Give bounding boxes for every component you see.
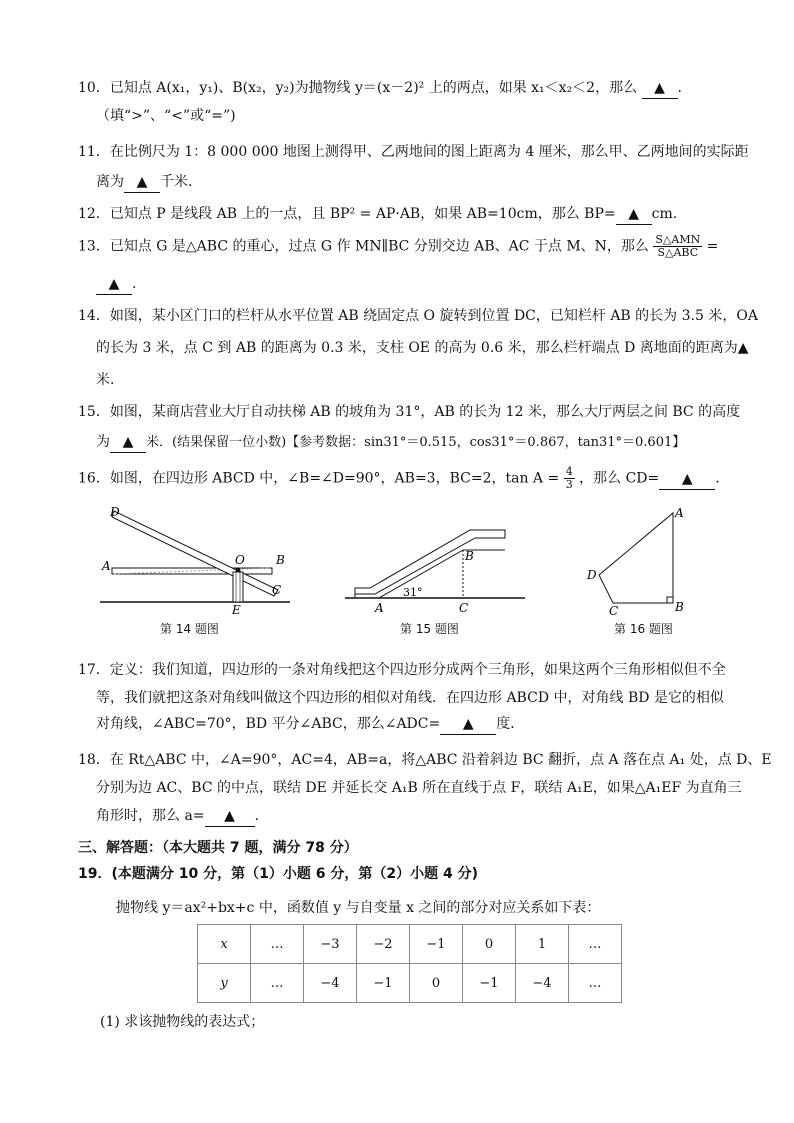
problem-11-text-b: 千米． [160, 174, 202, 190]
answer-blank-18: ▲ [205, 806, 255, 827]
fig15-label-angle: 31° [403, 586, 423, 599]
problem-15-text-b: 米．(结果保留一位小数)【参考数据：sin31°＝0.515，cos31°＝0.867，tan31°＝0.601】 [146, 435, 686, 450]
problem-10-line1: 10．已知点 A(x₁，y₁)、B(x₂，y₂)为抛物线 y＝(x－2)² 上的两点，如果 x₁＜x₂＜2，那么 ▲ . [78, 78, 682, 99]
problem-18-line2: 分别为边 AC、BC 的中点，联结 DE 并延长交 A₁B 所在直线于点 F，联结 A₁E，如果△A₁EF 为直角三 [96, 780, 742, 796]
problem-14-line3: 米． [96, 372, 124, 388]
section-3-title: 三、解答题：（本大题共 7 题，满分 78 分） [78, 840, 358, 856]
problem-18-line1: 18．在 Rt△ABC 中，∠A=90°，AC=4，AB=a，将△ABC 沿着斜边 BC 翻折，点 A 落在点 A₁ 处，点 D、E [78, 752, 772, 768]
fig15-label-a: A [375, 601, 384, 615]
table-row-x [198, 925, 622, 964]
table-cell: 0 [410, 964, 463, 1003]
table-cell: −4 [304, 964, 357, 1003]
answer-blank-12: ▲ [616, 204, 652, 225]
fig16-label-d: D [587, 568, 597, 582]
table-cell: … [569, 964, 622, 1003]
problem-13-text: 13．已知点 G 是△ABC 的重心，过点 G 作 MN∥BC 分别交边 AB、AC 于点 M、N，那么 [78, 238, 649, 255]
problem-14-line1: 14．如图，某小区门口的栏杆从水平位置 AB 绕固定点 O 旋转到位置 DC，已知栏杆 AB 的长为 3.5 米，OA [78, 308, 758, 324]
problem-11-line2 [96, 172, 202, 193]
problem-10-line2: （填“>”、“<”或“=”) [96, 108, 236, 124]
table-cell: −3 [304, 925, 357, 964]
table-cell: −1 [357, 964, 410, 1003]
fig14-label-c: C [272, 583, 282, 597]
fig14-label-b: B [276, 553, 285, 567]
equals-sign: = [706, 238, 719, 255]
problem-17-text-b: 度． [496, 716, 525, 732]
fig16-right-angle-b [667, 597, 673, 603]
fig14-label-a: A [102, 559, 111, 573]
table-cell: −1 [463, 964, 516, 1003]
problem-16-text-b: ，那么 CD= [579, 470, 660, 487]
problem-17-line2: 等，我们就把这条对角线叫做这个四边形的相似对角线．在四边形 ABCD 中，对角线 BD 是它的相似 [96, 690, 724, 706]
problem-18-text-a: 角形时，那么 a= [96, 808, 205, 824]
fig15-label-c: C [459, 601, 469, 615]
problem-16-line1: 16．如图，在四边形 ABCD 中，∠B=∠D=90°，AB=3，BC=2，tan A = $\frac{4}{3}$ ，那么 CD= ▲ . [78, 465, 720, 491]
problem-16-text-a: 16．如图，在四边形 ABCD 中，∠B=∠D=90°，AB=3，BC=2，tan A = [78, 470, 560, 487]
table-cell: −4 [516, 964, 569, 1003]
table-cell: … [569, 925, 622, 964]
problem-10-text: 10．已知点 A(x₁，y₁)、B(x₂，y₂)为抛物线 y＝(x－2)² 上的两点，如果 x₁＜x₂＜2，那么 [78, 80, 638, 96]
fig16-quadrilateral [599, 513, 673, 603]
figure-16-caption: 第 16 题图 [614, 622, 673, 636]
table-cell: … [251, 964, 304, 1003]
table-cell: −2 [357, 925, 410, 964]
figure-15-caption: 第 15 题图 [400, 622, 459, 636]
problem-19-header: 19．(本题满分 10 分，第（1）小题 6 分，第（2）小题 4 分) [78, 866, 478, 882]
table-cell: 1 [516, 925, 569, 964]
value-table [197, 924, 622, 1003]
fig14-label-o: O [235, 553, 245, 567]
problem-12-line1 [78, 204, 677, 225]
fraction-numerator: S△AMN [655, 233, 701, 246]
problem-14-line2: 的长为 3 米，点 C 到 AB 的距离为 0.3 米，支柱 OE 的高为 0.6 米，那么栏杆端点 D 离地面的距离为▲ [96, 340, 749, 356]
table-cell: … [251, 925, 304, 964]
fig15-label-b: B [465, 549, 474, 563]
figure-14-caption: 第 14 题图 [160, 622, 219, 636]
problem-17-line1: 17．定义：我们知道，四边形的一条对角线把这个四边形分成两个三角形，如果这两个三角形相似但不全 [78, 662, 726, 678]
answer-blank-17: ▲ [440, 714, 496, 735]
fraction-numerator: 4 [565, 465, 573, 478]
fig14-bar-ab [112, 568, 272, 574]
problem-13-line2: ▲ . [96, 274, 136, 295]
table-cell: y [198, 964, 251, 1003]
problem-11-text-a: 离为 [96, 174, 124, 190]
problem-17-line3 [96, 714, 524, 735]
fig14-post-oe [233, 572, 243, 602]
problem-12-text-a: 12．已知点 P 是线段 AB 上的一点，且 BP² = AP·AB，如果 AB=10cm，那么 BP= [78, 206, 616, 222]
table-cell: x [198, 925, 251, 964]
answer-blank-16: ▲ [659, 469, 715, 490]
fig14-label-e: E [232, 603, 241, 614]
fig15-escalator [355, 530, 505, 598]
problem-15-line1: 15．如图，某商店营业大厅自动扶梯 AB 的坡角为 31°，AB 的长为 12 米，那么大厅两层之间 BC 的高度 [78, 404, 741, 420]
problem-15-text-a: 为 [96, 434, 110, 450]
fraction-denominator: 3 [565, 478, 573, 491]
problem-11-line1: 11．在比例尺为 1：8 000 000 地图上测得甲、乙两地间的图上距离为 4 厘米，那么甲、乙两地间的实际距 [78, 144, 749, 160]
problem-17-text-a: 对角线，∠ABC=70°，BD 平分∠ABC，那么∠ADC= [96, 716, 441, 732]
fraction-denominator: S△ABC [657, 246, 699, 259]
figure-16 [585, 505, 695, 617]
problem-18-line3: 角形时，那么 a= ▲ . [96, 806, 259, 827]
table-cell: 0 [463, 925, 516, 964]
answer-blank-11: ▲ [124, 172, 160, 193]
area-ratio-fraction [653, 234, 702, 259]
figure-15 [345, 528, 530, 618]
problem-19-q1: (1) 求该抛物线的表达式； [100, 1014, 265, 1030]
fig14-label-d: D [110, 505, 120, 519]
fig16-label-c: C [609, 604, 619, 617]
problem-19-intro: 抛物线 y＝ax²+bx+c 中，函数值 y 与自变量 x 之间的部分对应关系如下表： [116, 900, 601, 916]
answer-blank-13: ▲ [96, 274, 132, 295]
problem-12-text-b: cm. [651, 206, 678, 222]
answer-blank-15: ▲ [110, 432, 146, 453]
problem-15-line2 [96, 432, 685, 453]
table-cell: −1 [410, 925, 463, 964]
fig14-pivot-o [236, 568, 241, 573]
fig14-bar-dc [112, 511, 278, 596]
answer-blank-10: ▲ [642, 78, 678, 99]
table-row-y [198, 964, 622, 1003]
fig16-label-a: A [675, 506, 684, 520]
fig16-label-b: B [675, 600, 684, 614]
tan-fraction [564, 466, 575, 491]
problem-13-line1 [78, 234, 718, 259]
figure-14 [100, 502, 300, 614]
